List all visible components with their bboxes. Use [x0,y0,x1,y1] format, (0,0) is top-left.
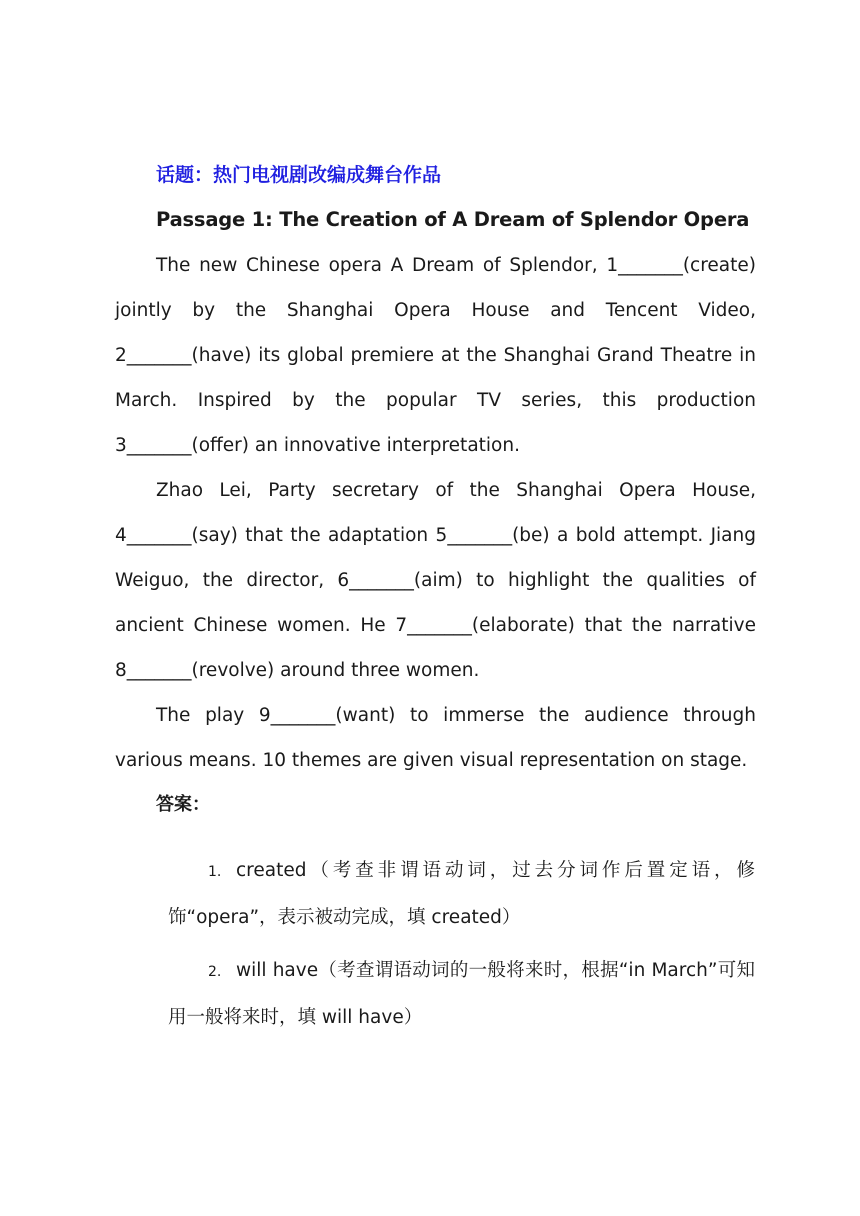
answer-number: 1. [208,864,222,880]
passage-paragraph: The new Chinese opera A Dream of Splendor, 1_______(create) jointly by the Shanghai Opera House and Tencent Video, 2_______(have) its global premiere at the Shanghai Grand Theatre in March. Inspired by the popular TV series, this production 3_______(offer) an innovative interpretation. [115,255,756,456]
passage-title: Passage 1: The Creation of A Dream of Splendor Opera [156,208,750,231]
passage-paragraph: Zhao Lei, Party secretary of the Shanghai Opera House, 4_______(say) that the adaptation 5_______(be) a bold attempt. Jiang Weiguo, the director, 6_______(aim) to highlight the qualities of ancient Chinese women. He 7_______(elaborate) that the narrative 8_______(revolve) around three women. [115,480,756,681]
answer-number: 2. [208,964,222,980]
answer-text: will have（考查谓语动词的一般将来时，根据“in March”可知用一般将来时，填 will have） [168,960,755,1028]
answer-text: created（考查非谓语动词，过去分词作后置定语，修饰“opera”，表示被动完成，填 created） [168,860,755,928]
answer-item [168,848,755,940]
topic-heading: 话题：热门电视剧改编成舞台作品 [156,164,442,186]
answer-label: 答案： [156,794,210,815]
answer-item [168,948,755,1040]
passage-paragraph: The play 9_______(want) to immerse the audience through various means. 10 themes are given visual representation on stage. [115,705,756,771]
